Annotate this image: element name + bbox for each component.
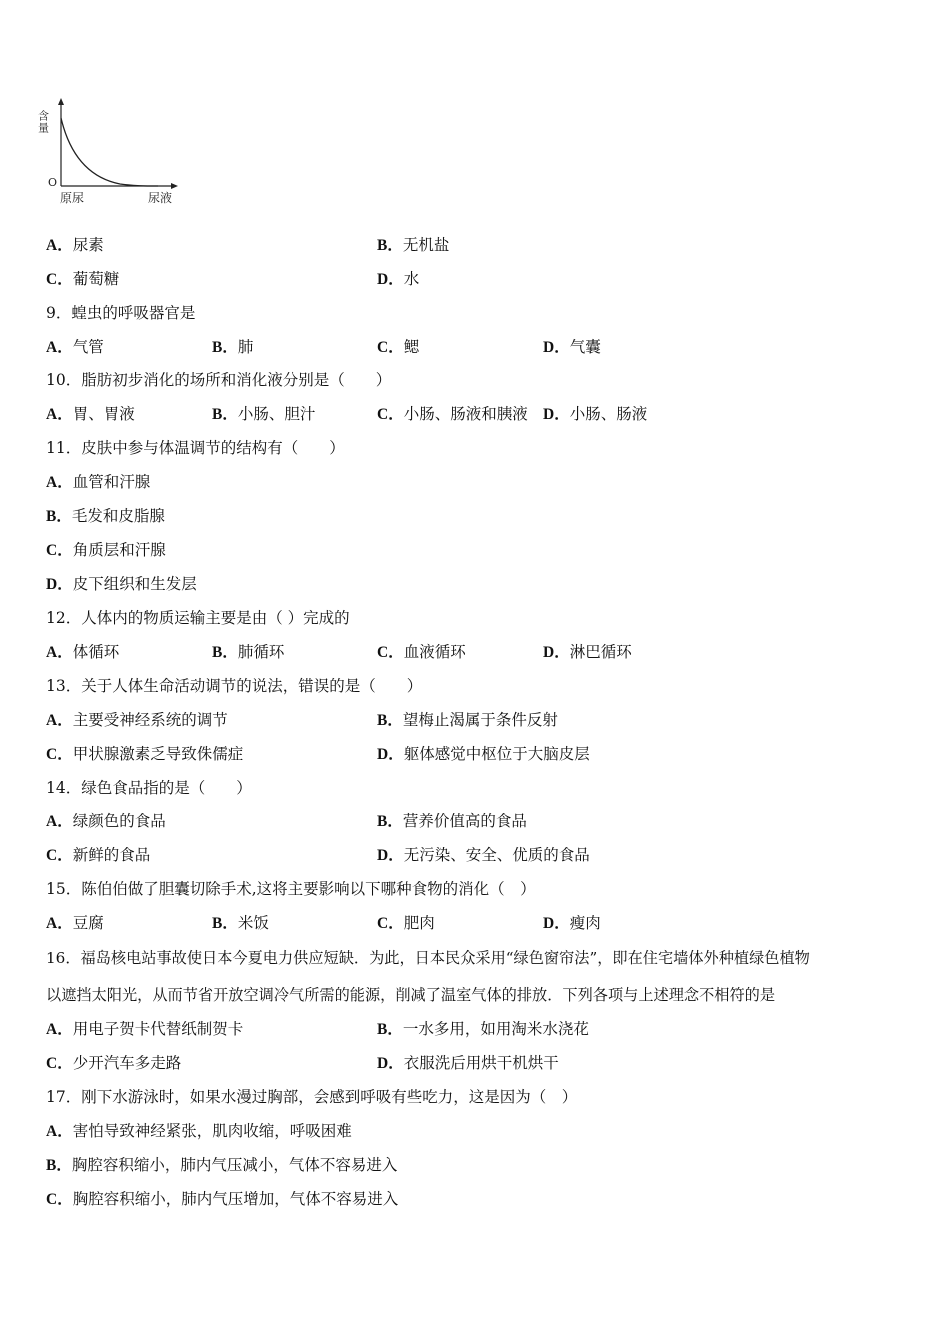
q11-option-a: A．血管和汗腺 [46,473,151,491]
q9-option-a: A．气管 [46,338,104,356]
q13-option-d: D．躯体感觉中枢位于大脑皮层 [377,745,590,763]
q13-stem: 13．关于人体生命活动调节的说法，错误的是（ ） [46,677,423,695]
x-end-label: 尿液 [148,191,173,205]
q14-option-b: B．营养价值高的食品 [377,812,527,830]
content-curve-figure [36,96,190,211]
q14-stem: 14．绿色食品指的是（ ） [46,779,252,797]
q8-option-d: D．水 [377,270,420,288]
q9-option-b: B．肺 [212,338,254,356]
q13-option-c: C．甲状腺激素乏导致侏儒症 [46,745,244,763]
q8-option-c: C．葡萄糖 [46,270,120,288]
x-start-label: 原尿 [60,191,85,205]
q11-option-c: C．角质层和汗腺 [46,541,166,559]
q15-option-d: D．瘦肉 [543,914,601,932]
q14-option-c: C．新鲜的食品 [46,846,151,864]
q15-stem: 15．陈伯伯做了胆囊切除手术,这将主要影响以下哪种食物的消化（ ） [46,880,536,898]
q15-option-c: C．肥肉 [377,914,435,932]
origin-label: O [48,176,58,189]
q9-stem: 9．蝗虫的呼吸器官是 [46,304,196,322]
q8-option-a: A．尿素 [46,236,104,254]
q17-option-c: C．胸腔容积缩小，肺内气压增加，气体不容易进入 [46,1190,399,1208]
decay-curve [61,118,158,186]
y-axis-arrow [58,98,64,105]
q8-option-b: B．无机盐 [377,236,450,254]
q12-option-a: A．体循环 [46,643,120,661]
q14-option-a: A．绿颜色的食品 [46,812,166,830]
q10-option-c: C．小肠、肠液和胰液 [377,405,528,423]
y-axis-label: 含量 [36,110,50,134]
q17-option-a: A．害怕导致神经紧张，肌肉收缩，呼吸困难 [46,1122,352,1140]
q16-stem-line2: 以遮挡太阳光，从而节省开放空调冷气所需的能源，削减了温室气体的排放．下列各项与上述理念不相符的是 [46,986,775,1004]
q16-option-c: C．少开汽车多走路 [46,1054,182,1072]
q13-option-b: B．望梅止渴属于条件反射 [377,711,558,729]
q10-option-a: A．胃、胃液 [46,405,135,423]
q15-option-a: A．豆腐 [46,914,104,932]
q12-option-d: D．淋巴循环 [543,643,632,661]
q17-stem: 17．刚下水游泳时，如果水漫过胸部，会感到呼吸有些吃力，这是因为（ ） [46,1088,578,1106]
q11-option-d: D．皮下组织和生发层 [46,575,197,593]
q13-option-a: A．主要受神经系统的调节 [46,711,228,729]
q17-option-b: B．胸腔容积缩小，肺内气压减小，气体不容易进入 [46,1156,398,1174]
q11-option-b: B．毛发和皮脂腺 [46,507,165,525]
q10-option-d: D．小肠、肠液 [543,405,648,423]
x-axis-arrow [171,183,178,189]
q9-option-c: C．鳃 [377,338,420,356]
q12-stem: 12．人体内的物质运输主要是由（ ）完成的 [46,609,350,627]
q16-option-a: A．用电子贺卡代替纸制贺卡 [46,1020,244,1038]
q9-option-d: D．气囊 [543,338,601,356]
q16-option-b: B．一水多用，如用淘米水浇花 [377,1020,589,1038]
q14-option-d: D．无污染、安全、优质的食品 [377,846,590,864]
q15-option-b: B．米饭 [212,914,269,932]
q12-option-b: B．肺循环 [212,643,285,661]
q16-option-d: D．衣服洗后用烘干机烘干 [377,1054,559,1072]
q12-option-c: C．血液循环 [377,643,466,661]
q10-stem: 10．脂肪初步消化的场所和消化液分别是（ ） [46,371,392,389]
q16-stem-line1: 16．福岛核电站事故使日本今夏电力供应短缺．为此，日本民众采用“绿色窗帘法”，即在住宅墙体外种植绿色植物 [46,949,810,967]
q11-stem: 11．皮肤中参与体温调节的结构有（ ） [46,439,345,457]
q10-option-b: B．小肠、胆汁 [212,405,316,423]
